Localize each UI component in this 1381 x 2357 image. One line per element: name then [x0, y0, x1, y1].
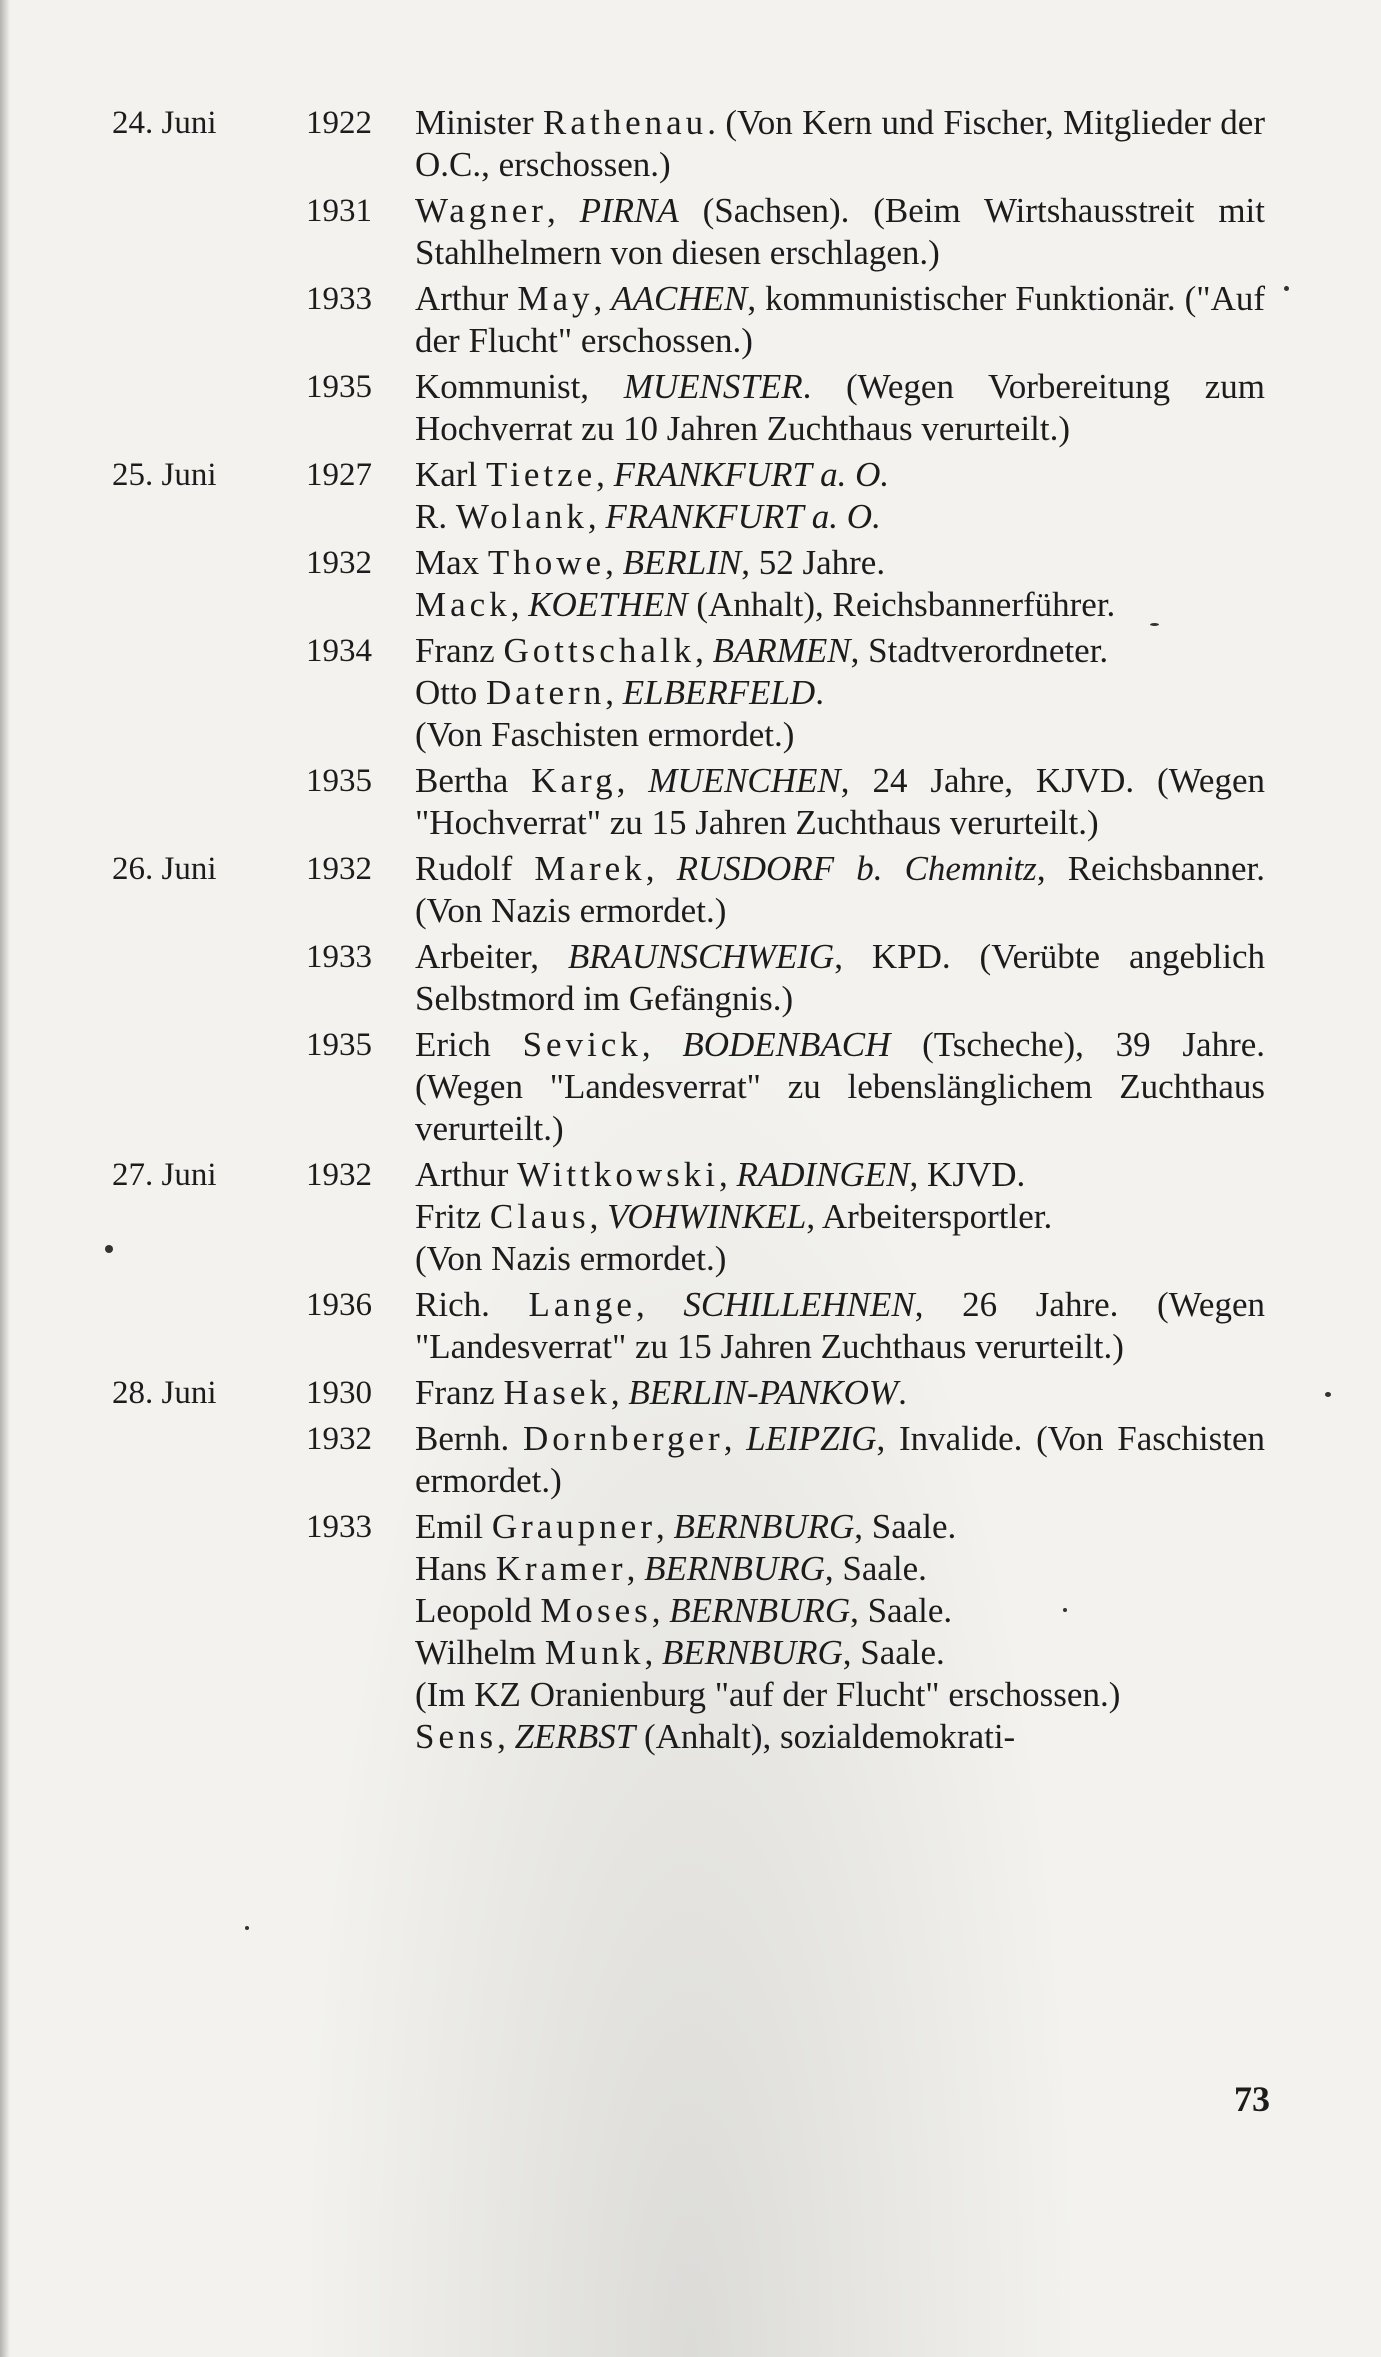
text-segment: Rudolf: [415, 849, 535, 888]
text-segment: ,: [641, 1025, 683, 1064]
text-segment: , Invalide. (Von Faschisten ermordet.): [415, 1419, 1265, 1500]
text-segment: , 26 Jahre. (Wegen "Landesverrat" zu 15 Jahren Zuchthaus verurteilt.): [415, 1285, 1265, 1366]
dust-speck: [245, 1926, 249, 1930]
chronicle-entry: [0, 1372, 1381, 1414]
person-name: Moses: [540, 1591, 652, 1630]
chronicle-entry: [0, 1024, 1381, 1150]
entry-paragraph: [415, 190, 1265, 274]
entry-paragraph: [415, 672, 1265, 714]
chronicle-entry: [0, 542, 1381, 626]
text-segment: (Von Faschisten ermordet.): [415, 715, 795, 754]
entry-date: 25. Juni: [112, 457, 217, 493]
place-name: RADINGEN: [736, 1155, 910, 1194]
chronicle-entry: [0, 848, 1381, 932]
text-segment: Karl: [415, 455, 486, 494]
entry-paragraph: [415, 936, 1265, 1020]
entry-year: 1930: [306, 1375, 372, 1411]
entry-paragraph: [415, 1418, 1265, 1502]
text-segment: Franz: [415, 631, 504, 670]
entry-year: 1932: [306, 1421, 372, 1457]
dust-speck: [1284, 286, 1289, 291]
person-name: Sevick: [522, 1025, 642, 1064]
entry-year: 1936: [306, 1287, 372, 1323]
chronicle-entry: [0, 366, 1381, 450]
text-segment: ,: [605, 673, 623, 712]
person-name: Munk: [544, 1633, 645, 1672]
entry-text: [415, 454, 1265, 538]
entry-paragraph: [415, 542, 1265, 584]
text-segment: (Sachsen). (Beim Wirtshausstreit mit Stahlhelmern von diesen erschlagen.): [415, 191, 1265, 272]
entry-paragraph: [415, 1024, 1265, 1150]
entry-year: 1933: [306, 1509, 372, 1545]
entry-year: 1932: [306, 1157, 372, 1193]
text-segment: , Reichsbanner. (Von Nazis ermordet.): [415, 849, 1265, 930]
text-segment: Otto: [415, 673, 486, 712]
text-segment: , Saale.: [842, 1633, 945, 1672]
entry-year: 1927: [306, 457, 372, 493]
text-segment: ,: [645, 849, 677, 888]
text-segment: Fritz: [415, 1197, 490, 1236]
place-name: MUENCHEN: [648, 761, 841, 800]
entry-text: [415, 760, 1265, 844]
entry-text: [415, 366, 1265, 450]
text-segment: . (Von Kern und Fischer, Mitglieder der O.C., erschossen.): [415, 103, 1265, 184]
text-segment: , Saale.: [824, 1549, 927, 1588]
place-name: LEIPZIG: [746, 1419, 877, 1458]
chronicle-entry: [0, 630, 1381, 756]
place-name: ELBERFELD: [622, 673, 816, 712]
text-segment: Arthur: [415, 1155, 518, 1194]
text-segment: R.: [415, 497, 456, 536]
text-segment: ,: [723, 1419, 747, 1458]
text-segment: ,: [497, 1717, 515, 1756]
entry-year: 1922: [306, 105, 372, 141]
text-segment: . (Wegen Vorbereitung zum Hochverrat zu 10 Jahren Zuchthaus verurteilt.): [415, 367, 1265, 448]
entry-text: [415, 848, 1265, 932]
place-name: BERNBURG: [669, 1591, 851, 1630]
chronicle-entry: [0, 454, 1381, 538]
person-name: Mack: [415, 585, 511, 624]
text-segment: ,: [510, 585, 529, 624]
text-segment: (Im KZ Oranienburg "auf der Flucht" erschossen.): [415, 1675, 1121, 1714]
place-name: ZERBST: [514, 1717, 636, 1756]
entry-text: [415, 278, 1265, 362]
text-segment: Hans: [415, 1549, 496, 1588]
person-name: Kramer: [495, 1549, 627, 1588]
person-name: Wagner: [415, 191, 547, 230]
entry-text: [415, 1418, 1265, 1502]
text-segment: (Von Nazis ermordet.): [415, 1239, 727, 1278]
entry-paragraph: [415, 1590, 1265, 1632]
person-name: Sens: [415, 1717, 498, 1756]
entry-paragraph: [415, 848, 1265, 932]
text-segment: .: [898, 1373, 907, 1412]
text-segment: ,: [587, 497, 606, 536]
person-name: Tietze: [485, 455, 597, 494]
entry-year: 1934: [306, 633, 372, 669]
place-name: BERLIN-PANKOW: [628, 1373, 899, 1412]
text-segment: ,: [644, 1633, 662, 1672]
entry-paragraph: [415, 454, 1265, 496]
text-segment: (Anhalt), Reichsbannerführer.: [687, 585, 1116, 624]
text-segment: Arbeiter,: [415, 937, 568, 976]
text-segment: Bernh.: [415, 1419, 524, 1458]
person-name: Karg: [531, 761, 617, 800]
text-segment: ,: [589, 1197, 608, 1236]
text-segment: Minister: [415, 103, 543, 142]
place-name: BODENBACH: [682, 1025, 891, 1064]
text-segment: ,: [626, 1549, 645, 1588]
entry-text: [415, 1506, 1265, 1758]
chronicle-entry: [0, 1154, 1381, 1280]
text-segment: , Arbeitersportler.: [806, 1197, 1053, 1236]
text-segment: , Stadtverordneter.: [850, 631, 1109, 670]
place-name: BERNBURG: [673, 1507, 855, 1546]
entry-year: 1935: [306, 369, 372, 405]
chronicle-entry: [0, 1506, 1381, 1758]
person-name: Marek: [534, 849, 646, 888]
text-segment: ,: [655, 1507, 674, 1546]
text-segment: ,: [635, 1285, 684, 1324]
text-segment: ,: [610, 1373, 629, 1412]
text-segment: Bertha: [415, 761, 532, 800]
text-segment: Max: [415, 543, 488, 582]
person-name: Hasek: [503, 1373, 611, 1412]
place-name: BERNBURG: [661, 1633, 843, 1672]
entry-paragraph: [415, 760, 1265, 844]
entry-paragraph: [415, 714, 1265, 756]
dust-speck: [1325, 1392, 1331, 1397]
person-name: Datern: [485, 673, 606, 712]
dust-speck: [1150, 623, 1159, 626]
entry-paragraph: [415, 630, 1265, 672]
text-segment: , 24 Jahre, KJVD. (Wegen "Hochverrat" zu 15 Jahren Zuchthaus verurteilt.): [415, 761, 1266, 842]
person-name: Graupner: [491, 1507, 656, 1546]
entry-paragraph: [415, 1154, 1265, 1196]
place-name: PIRNA: [579, 191, 679, 230]
entry-year: 1933: [306, 281, 372, 317]
entry-date: 28. Juni: [112, 1375, 217, 1411]
text-segment: ,: [546, 191, 580, 230]
place-name: VOHWINKEL: [607, 1197, 807, 1236]
entry-date: 26. Juni: [112, 851, 217, 887]
chronicle-entry: [0, 936, 1381, 1020]
text-segment: , KJVD.: [909, 1155, 1026, 1194]
entry-paragraph: [415, 1372, 1265, 1414]
entry-year: 1935: [306, 763, 372, 799]
entry-text: [415, 102, 1265, 186]
place-name: BARMEN: [712, 631, 851, 670]
place-name: FRANKFURT a. O.: [605, 497, 881, 536]
text-segment: Franz: [415, 1373, 504, 1412]
place-name: FRANKFURT a. O.: [613, 455, 890, 494]
text-segment: ,: [616, 761, 649, 800]
text-segment: Kommunist,: [415, 367, 624, 406]
person-name: Lange: [528, 1285, 636, 1324]
entry-year: 1931: [306, 193, 372, 229]
entry-text: [415, 1024, 1265, 1150]
place-name: SCHILLEHNEN: [683, 1285, 915, 1324]
page-number: 73: [1234, 2079, 1270, 2119]
text-segment: Arthur: [415, 279, 518, 318]
text-segment: , 52 Jahre.: [741, 543, 886, 582]
entry-year: 1932: [306, 851, 372, 887]
entry-text: [415, 1284, 1265, 1368]
text-segment: ,: [651, 1591, 670, 1630]
entry-date: 27. Juni: [112, 1157, 217, 1193]
place-name: KOETHEN: [528, 585, 688, 624]
entry-paragraph: [415, 1632, 1265, 1674]
entry-text: [415, 1154, 1265, 1280]
chronicle-entry: [0, 1284, 1381, 1368]
person-name: Wolank: [455, 497, 588, 536]
chronicle-entry: [0, 102, 1381, 186]
entry-paragraph: [415, 1284, 1265, 1368]
entry-text: [415, 542, 1265, 626]
entry-paragraph: [415, 102, 1265, 186]
text-segment: (Tscheche), 39 Jahre. (Wegen "Landesverrat" zu lebenslänglichem Zuchthaus verurteilt.): [415, 1025, 1266, 1148]
person-name: Wittkowski: [517, 1155, 719, 1194]
entry-paragraph: [415, 1674, 1265, 1716]
person-name: Gottschalk: [503, 631, 696, 670]
text-segment: , Saale.: [850, 1591, 953, 1630]
text-segment: Wilhelm: [415, 1633, 545, 1672]
text-segment: ,: [593, 279, 612, 318]
text-segment: ,: [596, 455, 614, 494]
entry-paragraph: [415, 278, 1265, 362]
entry-text: [415, 936, 1265, 1020]
place-name: BERLIN: [622, 543, 742, 582]
chronicle-entries: [0, 102, 1381, 1762]
text-segment: Emil: [415, 1507, 492, 1546]
place-name: BRAUNSCHWEIG: [567, 937, 835, 976]
entry-paragraph: [415, 366, 1265, 450]
entry-paragraph: [415, 1548, 1265, 1590]
text-segment: , kommunistischer Funktionär. ("Auf der Flucht" erschossen.): [415, 279, 1266, 360]
chronicle-entry: [0, 1418, 1381, 1502]
text-segment: .: [815, 673, 824, 712]
entry-year: 1935: [306, 1027, 372, 1063]
chronicle-entry: [0, 278, 1381, 362]
text-segment: Erich: [415, 1025, 523, 1064]
entry-paragraph: [415, 1716, 1265, 1758]
person-name: Thowe: [487, 543, 606, 582]
entry-paragraph: [415, 1506, 1265, 1548]
text-segment: ,: [695, 631, 713, 670]
text-segment: ,: [605, 543, 623, 582]
person-name: Claus: [489, 1197, 590, 1236]
text-segment: Leopold: [415, 1591, 541, 1630]
place-name: AACHEN: [611, 279, 748, 318]
entry-text: [415, 190, 1265, 274]
entry-text: [415, 1372, 1265, 1414]
entry-paragraph: [415, 584, 1265, 626]
text-segment: Rich.: [415, 1285, 529, 1324]
text-segment: (Anhalt), sozialdemokrati-: [635, 1717, 1016, 1756]
entry-paragraph: [415, 496, 1265, 538]
chronicle-entry: [0, 190, 1381, 274]
entry-date: 24. Juni: [112, 105, 217, 141]
chronicle-entry: [0, 760, 1381, 844]
place-name: RUSDORF b. Chemnitz: [676, 849, 1037, 888]
person-name: Rathenau: [543, 103, 708, 142]
place-name: MUENSTER: [623, 367, 803, 406]
person-name: Dornberger: [523, 1419, 724, 1458]
person-name: May: [517, 279, 594, 318]
entry-paragraph: [415, 1196, 1265, 1238]
text-segment: ,: [719, 1155, 737, 1194]
entry-year: 1932: [306, 545, 372, 581]
entry-paragraph: [415, 1238, 1265, 1280]
entry-text: [415, 630, 1265, 756]
text-segment: , KPD. (Verübte angeblich Selbstmord im Gefängnis.): [415, 937, 1265, 1018]
dust-speck: [105, 1245, 113, 1253]
dust-speck: [1063, 1608, 1067, 1612]
text-segment: , Saale.: [854, 1507, 957, 1546]
entry-year: 1933: [306, 939, 372, 975]
place-name: BERNBURG: [644, 1549, 825, 1588]
